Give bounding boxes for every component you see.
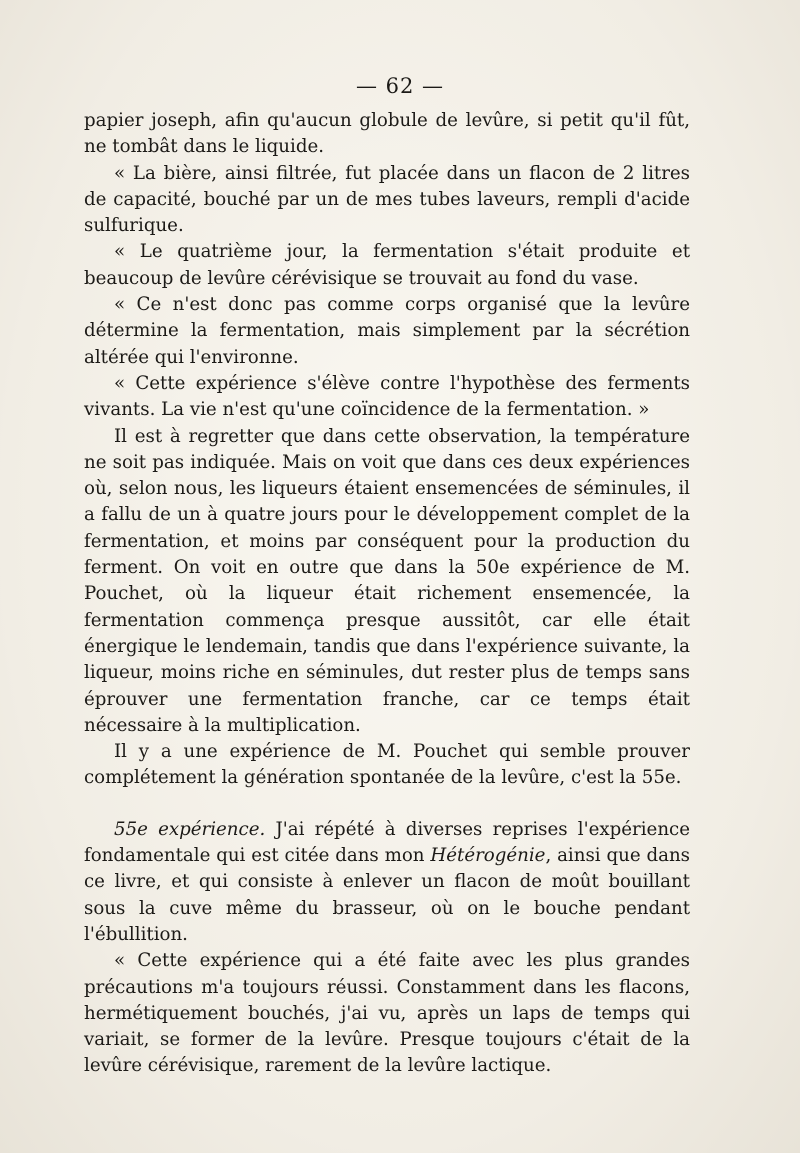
paragraph-3: « Le quatrième jour, la fermentation s'était produite et beaucoup de levûre cérévisique se trouvait au fond du vase. bbox=[84, 241, 690, 289]
paragraph-7: Il y a une expérience de M. Pouchet qui semble prouver complétement la génération spontanée de la levûre, c'est la 55e. bbox=[84, 741, 690, 789]
paragraph-2: « La bière, ainsi filtrée, fut placée dans un flacon de 2 litres de capacité, bouché par un de mes tubes laveurs, rempli d'acide sulfurique. bbox=[84, 162, 690, 237]
paragraph-1: papier joseph, afin qu'aucun globule de levûre, si petit qu'il fût, ne tombât dans le liquide. bbox=[84, 110, 690, 158]
paragraph-4: « Ce n'est donc pas comme corps organisé que la levûre détermine la fermentation, mais simplement par la sécrétion altérée qui l'environne. bbox=[84, 294, 690, 368]
book-title: Hétérogénie bbox=[430, 845, 546, 867]
final-paragraph: « Cette expérience qui a été faite avec les plus grandes précautions m'a toujours réussi. Constamment dans les flacons, hermétiquement bouchés, j'ai vu, après un laps de temps qui variait, se former de la levûre. Presque toujours c'était de la levûre cérévisique, rarement de la levûre lactique. bbox=[84, 950, 690, 1077]
page-number: — 62 — bbox=[355, 74, 445, 98]
experiment-55-paragraph bbox=[84, 817, 690, 948]
paragraph-5: « Cette expérience s'élève contre l'hypothèse des ferments vivants. La vie n'est qu'une coïncidence de la fermentation. » bbox=[84, 372, 690, 421]
experiment-label: 55e expérience. bbox=[114, 818, 266, 840]
experiment-text-2: , ainsi que dans ce livre, et qui consiste à enlever un flacon de moût bouillant sous la cuve même du brasseur, où on le bouche pendant l'ébullition. bbox=[84, 845, 690, 945]
body-text bbox=[84, 108, 690, 1080]
paragraph-6: Il est à regretter que dans cette observation, la température ne soit pas indiquée. Mais on voit que dans ces deux expériences où, selon nous, les liqueurs étaient ensemencées de séminules, il a fallu de un à quatre jours pour le développement complet de la fermentation, et moins par conséquent pour la production du ferment. On voit en outre que dans la 50e expérience de M. Pouchet, où la liqueur était richement ensemencée, la fermentation commença presque aussitôt, car elle était énergique le lendemain, tandis que dans l'expérience suivante, la liqueur, moins riche en séminules, dut rester plus de temps sans éprouver une fermentation franche, car ce temps était nécessaire à la multiplication. bbox=[84, 425, 690, 736]
experiment-text-1: J'ai répété à diverses reprises l'expérience fondamentale qui est citée dans mon bbox=[84, 818, 690, 867]
